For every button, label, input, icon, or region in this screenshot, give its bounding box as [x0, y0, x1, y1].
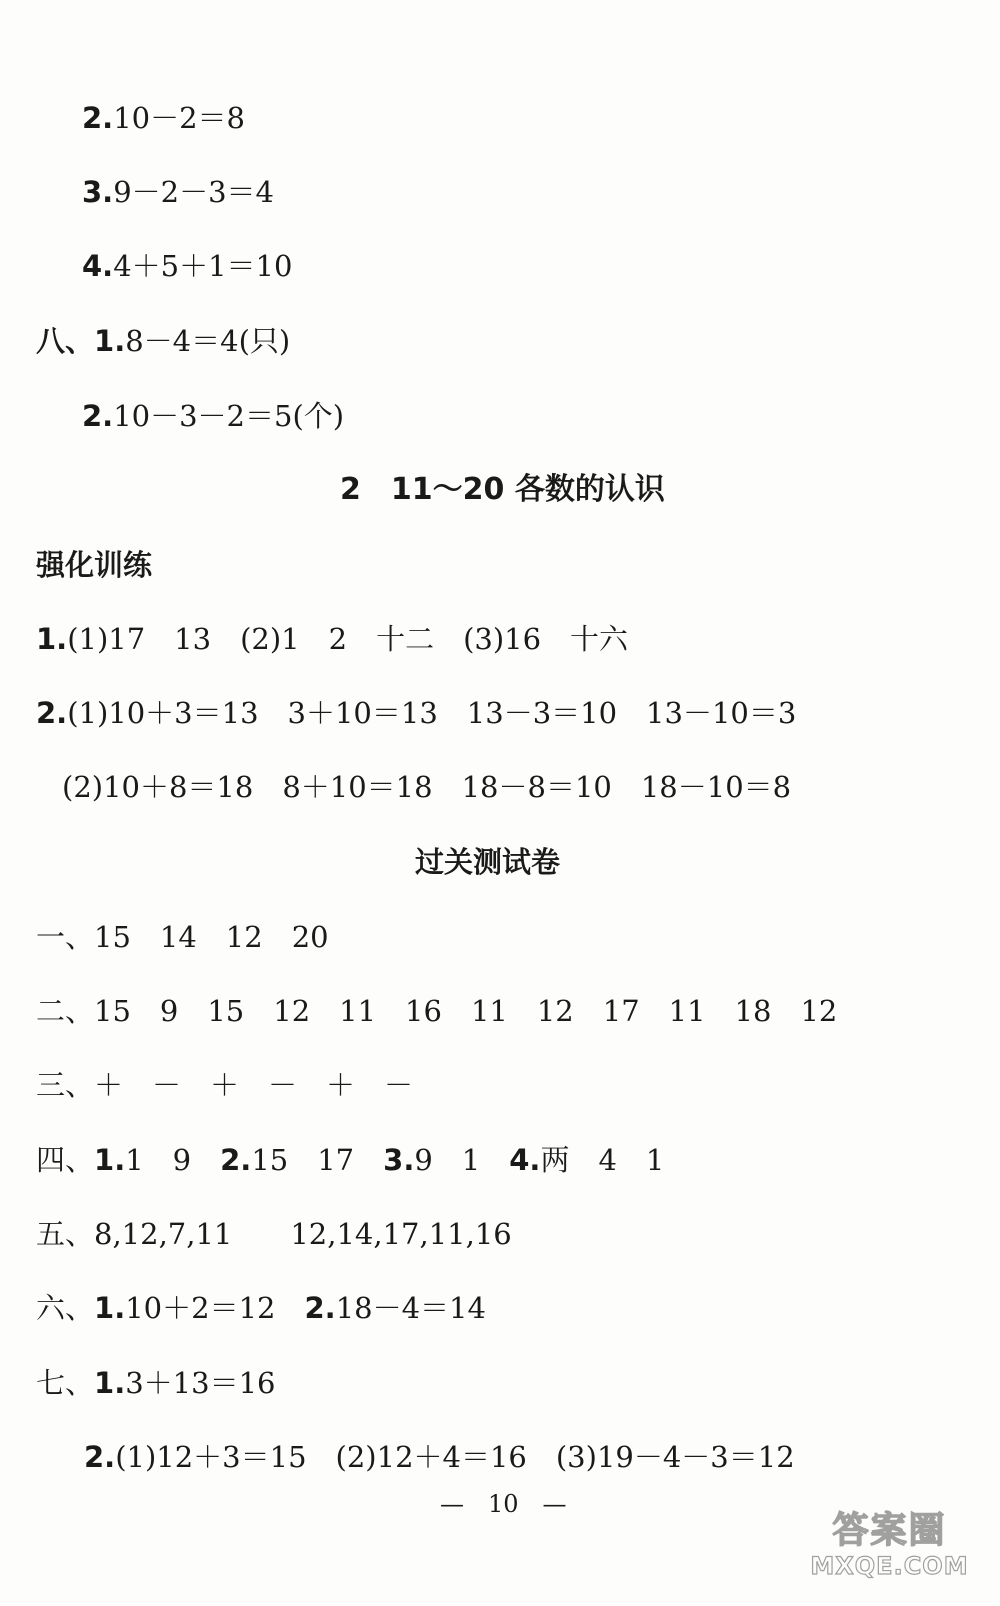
test-q5: 五、8,12,7,11 12,14,17,11,16 [36, 1217, 512, 1251]
test-q2: 二、15 9 15 12 11 16 11 12 17 11 18 12 [36, 994, 838, 1028]
answer-7-2: 2.10－2＝8 [82, 101, 246, 135]
test-q3: 三、＋ － ＋ － ＋ － [36, 1068, 414, 1102]
test-q6: 六、1.10＋2＝12 2.18－4＝14 [36, 1291, 486, 1325]
watermark-bottom-text: MXQE.COM [810, 1552, 969, 1580]
section-title: 2 11～20 各数的认识 [340, 472, 665, 507]
test-q7: 七、1.3＋13＝16 [36, 1366, 276, 1400]
test-title: 过关测试卷 [415, 845, 561, 879]
page-number: — 10 — [440, 1490, 567, 1518]
watermark-top-text: 答案圈 [832, 1510, 947, 1551]
answer-7-4: 4.4＋5＋1＝10 [82, 249, 293, 283]
training-2-2: (2)10＋8＝18 8＋10＝18 18－8＝10 18－10＝8 [62, 770, 792, 804]
training-2: 2.(1)10＋3＝13 3＋10＝13 13－3＝10 13－10＝3 [36, 696, 797, 730]
subsection-title: 强化训练 [36, 548, 153, 582]
answer-7-3: 3.9－2－3＝4 [82, 175, 275, 209]
training-1: 1.(1)17 13 (2)1 2 十二 (3)16 十六 [36, 622, 629, 656]
test-q4: 四、1.1 9 2.15 17 3.9 1 4.两 4 1 [36, 1143, 665, 1177]
watermark-logo [807, 1502, 972, 1588]
answer-8-2: 2.10－3－2＝5(个) [82, 399, 345, 433]
answer-8-1: 八、1.8－4＝4(只) [36, 324, 291, 358]
test-q1: 一、15 14 12 20 [36, 920, 329, 954]
test-q7-2: 2.(1)12＋3＝15 (2)12＋4＝16 (3)19－4－3＝12 [84, 1440, 795, 1474]
